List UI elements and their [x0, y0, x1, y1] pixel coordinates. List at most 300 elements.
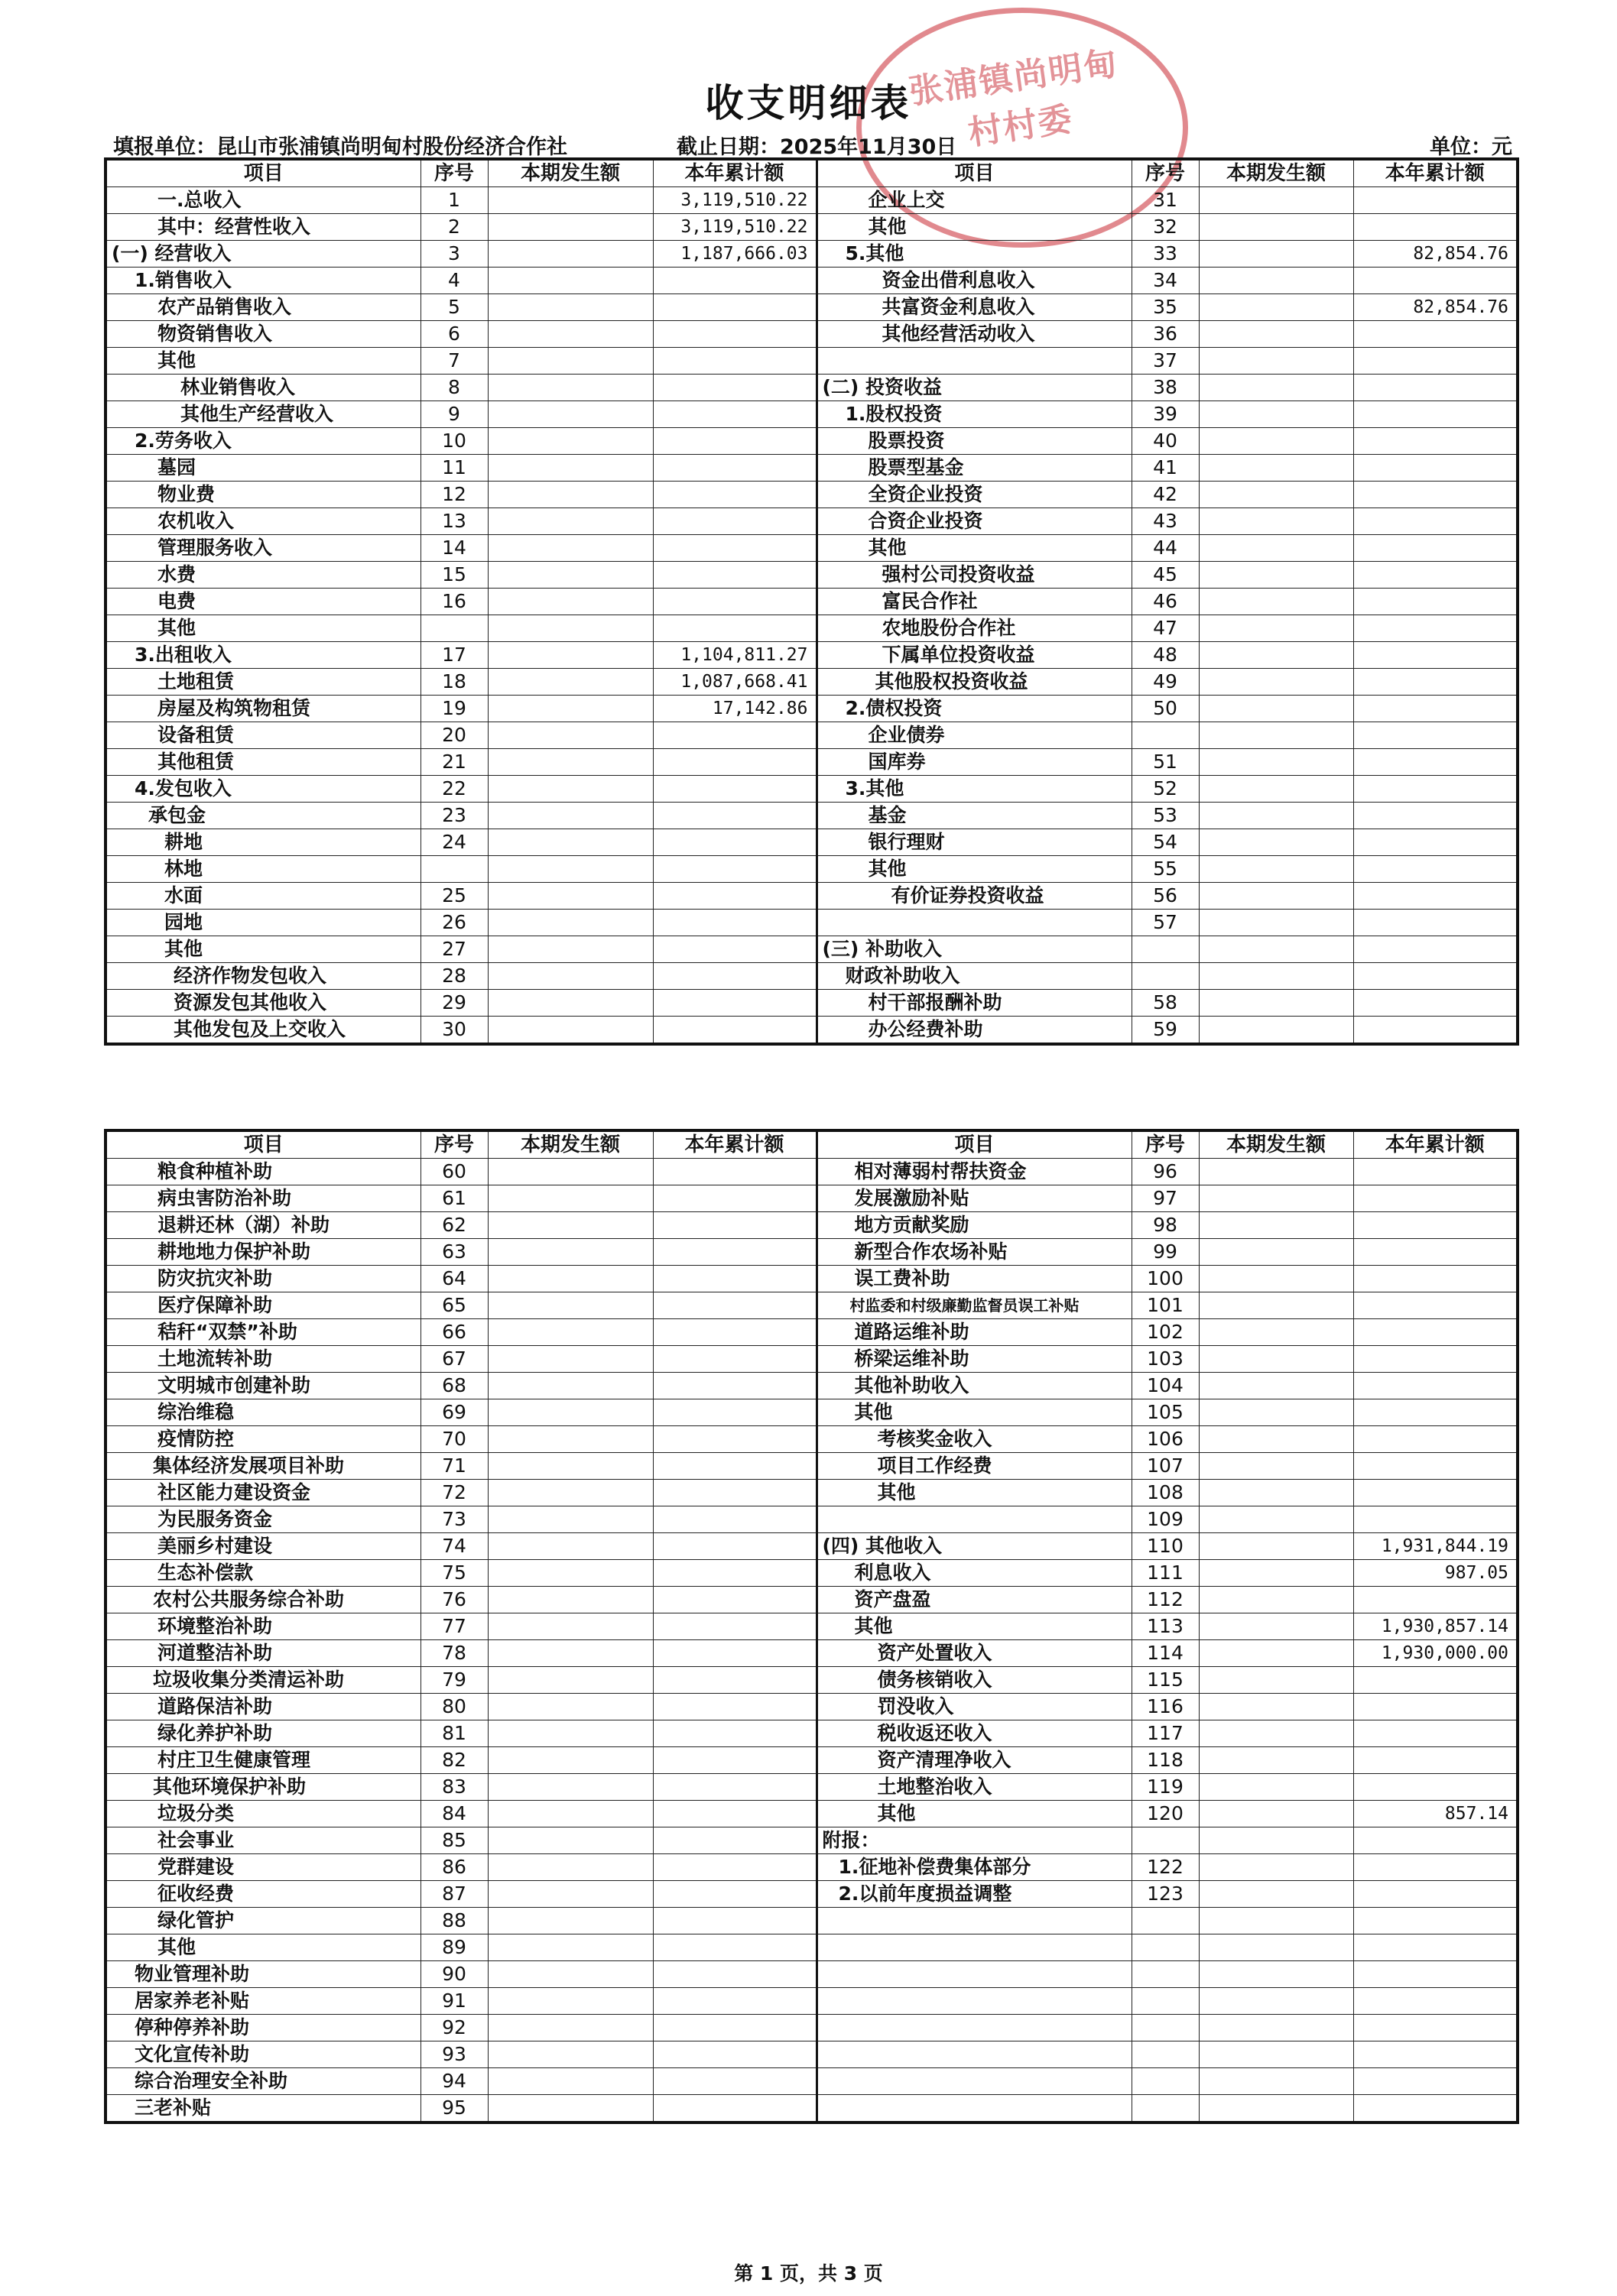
row-current-amount [488, 883, 653, 910]
row-item-label: 办公经费补助 [817, 1017, 1132, 1045]
row-current-amount [1199, 2015, 1353, 2041]
row-current-amount [488, 990, 653, 1017]
row-ytd-amount [653, 1399, 817, 1426]
row-item-label: 为民服务资金 [106, 1506, 420, 1533]
table-row [106, 776, 1518, 803]
row-seq: 65 [420, 1292, 488, 1319]
row-item-label [817, 910, 1132, 936]
row-current-amount [1199, 2068, 1353, 2095]
row-item-label: 项目工作经费 [817, 1453, 1132, 1480]
row-ytd-amount: 3,119,510.22 [653, 187, 817, 214]
row-seq: 87 [420, 1881, 488, 1908]
row-item-label: (四) 其他收入 [817, 1533, 1132, 1560]
table-row [106, 722, 1518, 749]
row-seq: 15 [420, 562, 488, 589]
row-seq: 89 [420, 1934, 488, 1961]
row-seq: 18 [420, 669, 488, 696]
row-ytd-amount [653, 856, 817, 883]
row-ytd-amount [1353, 749, 1518, 776]
table-row [106, 1694, 1518, 1720]
row-seq [1132, 936, 1199, 963]
row-ytd-amount [1353, 1017, 1518, 1045]
currency-unit-value: 元 [1492, 135, 1512, 159]
row-ytd-amount [653, 294, 817, 321]
report-unit [113, 130, 567, 160]
row-ytd-amount [1353, 2095, 1518, 2123]
row-seq: 55 [1132, 856, 1199, 883]
row-item-label: 2.以前年度损益调整 [817, 1881, 1132, 1908]
row-seq: 120 [1132, 1801, 1199, 1827]
row-seq: 80 [420, 1694, 488, 1720]
row-seq: 88 [420, 1908, 488, 1934]
row-current-amount [488, 1506, 653, 1533]
row-current-amount [1199, 1587, 1353, 1613]
row-ytd-amount [653, 2095, 817, 2123]
row-ytd-amount [653, 1453, 817, 1480]
row-item-label: 误工费补助 [817, 1266, 1132, 1292]
row-item-label: 水面 [106, 883, 420, 910]
row-item-label [817, 2095, 1132, 2123]
row-seq: 70 [420, 1426, 488, 1453]
row-ytd-amount [653, 482, 817, 508]
row-current-amount [1199, 1017, 1353, 1045]
row-seq: 123 [1132, 1881, 1199, 1908]
row-current-amount [1199, 1988, 1353, 2015]
row-item-label: 物业管理补助 [106, 1961, 420, 1988]
row-current-amount [488, 562, 653, 589]
row-seq: 107 [1132, 1453, 1199, 1480]
row-item-label: 垃圾收集分类清运补助 [106, 1667, 420, 1694]
row-item-label: (三) 补助收入 [817, 936, 1132, 963]
row-current-amount [488, 2095, 653, 2123]
row-current-amount [1199, 187, 1353, 214]
table-row [106, 508, 1518, 535]
row-current-amount [488, 1908, 653, 1934]
row-ytd-amount [653, 1587, 817, 1613]
row-current-amount [488, 535, 653, 562]
row-item-label: 病虫害防治补助 [106, 1185, 420, 1212]
row-ytd-amount [653, 375, 817, 401]
table-row [106, 428, 1518, 455]
table-row [106, 883, 1518, 910]
row-ytd-amount [653, 268, 817, 294]
row-ytd-amount [1353, 1319, 1518, 1346]
row-ytd-amount [1353, 1399, 1518, 1426]
row-ytd-amount [653, 1159, 817, 1185]
row-ytd-amount [1353, 1988, 1518, 2015]
row-current-amount [1199, 268, 1353, 294]
row-item-label: 社区能力建设资金 [106, 1480, 420, 1506]
table-row [106, 1560, 1518, 1587]
row-seq: 72 [420, 1480, 488, 1506]
row-ytd-amount [1353, 1667, 1518, 1694]
row-seq: 71 [420, 1453, 488, 1480]
table-row [106, 990, 1518, 1017]
table-row [106, 1185, 1518, 1212]
row-seq: 56 [1132, 883, 1199, 910]
table-row [106, 1827, 1518, 1854]
row-ytd-amount [653, 1480, 817, 1506]
row-current-amount [488, 856, 653, 883]
row-item-label: 疫情防控 [106, 1426, 420, 1453]
row-current-amount [488, 294, 653, 321]
row-item-label: 企业债券 [817, 722, 1132, 749]
row-seq: 12 [420, 482, 488, 508]
row-current-amount [1199, 615, 1353, 642]
row-ytd-amount [1353, 1212, 1518, 1239]
row-seq: 117 [1132, 1720, 1199, 1747]
row-current-amount [488, 1720, 653, 1747]
row-seq [1132, 1934, 1199, 1961]
row-ytd-amount [653, 1774, 817, 1801]
row-current-amount [1199, 1373, 1353, 1399]
row-seq [1132, 2041, 1199, 2068]
row-seq: 116 [1132, 1694, 1199, 1720]
row-current-amount [1199, 1801, 1353, 1827]
row-item-label: 债务核销收入 [817, 1667, 1132, 1694]
row-current-amount [1199, 856, 1353, 883]
row-item-label [817, 2015, 1132, 2041]
table-row [106, 1908, 1518, 1934]
row-ytd-amount [653, 1533, 817, 1560]
row-current-amount [488, 214, 653, 241]
currency-unit-label: 单位： [1430, 135, 1492, 159]
row-current-amount [488, 1239, 653, 1266]
row-current-amount [1199, 963, 1353, 990]
row-seq: 99 [1132, 1239, 1199, 1266]
row-current-amount [1199, 1399, 1353, 1426]
row-seq: 27 [420, 936, 488, 963]
table-row [106, 2068, 1518, 2095]
row-current-amount [488, 1185, 653, 1212]
row-current-amount [1199, 722, 1353, 749]
row-current-amount [488, 1587, 653, 1613]
row-ytd-amount [1353, 1854, 1518, 1881]
table-row [106, 1212, 1518, 1239]
row-ytd-amount [1353, 1506, 1518, 1533]
row-current-amount [1199, 1239, 1353, 1266]
row-ytd-amount [1353, 2068, 1518, 2095]
row-ytd-amount [1353, 2015, 1518, 2041]
row-current-amount [488, 1747, 653, 1774]
row-seq: 44 [1132, 535, 1199, 562]
row-ytd-amount [653, 1319, 817, 1346]
row-item-label: 河道整洁补助 [106, 1640, 420, 1667]
row-ytd-amount [1353, 722, 1518, 749]
row-item-label: 农村公共服务综合补助 [106, 1587, 420, 1613]
row-current-amount [488, 2015, 653, 2041]
row-current-amount [488, 1881, 653, 1908]
row-seq: 32 [1132, 214, 1199, 241]
row-ytd-amount [1353, 535, 1518, 562]
row-ytd-amount [653, 1373, 817, 1399]
row-item-label: 其中：经营性收入 [106, 214, 420, 241]
row-seq: 59 [1132, 1017, 1199, 1045]
row-current-amount [488, 428, 653, 455]
row-item-label: 强村公司投资收益 [817, 562, 1132, 589]
table-row [106, 1480, 1518, 1506]
row-seq: 61 [420, 1185, 488, 1212]
row-current-amount [1199, 1560, 1353, 1587]
row-ytd-amount [653, 883, 817, 910]
row-current-amount [488, 1453, 653, 1480]
row-ytd-amount [1353, 669, 1518, 696]
row-seq: 21 [420, 749, 488, 776]
row-seq: 86 [420, 1854, 488, 1881]
row-seq: 10 [420, 428, 488, 455]
row-seq: 73 [420, 1506, 488, 1533]
table-row [106, 1017, 1518, 1045]
row-item-label: 资源发包其他收入 [106, 990, 420, 1017]
row-item-label: 其他环境保护补助 [106, 1774, 420, 1801]
row-current-amount [1199, 401, 1353, 428]
row-ytd-amount [1353, 1373, 1518, 1399]
row-current-amount [1199, 1266, 1353, 1292]
table-row [106, 321, 1518, 348]
row-current-amount [1199, 749, 1353, 776]
row-item-label: 征收经费 [106, 1881, 420, 1908]
table-row [106, 829, 1518, 856]
row-current-amount [488, 187, 653, 214]
row-ytd-amount [1353, 482, 1518, 508]
row-current-amount [488, 963, 653, 990]
row-current-amount [1199, 2041, 1353, 2068]
row-current-amount [488, 348, 653, 375]
row-seq: 85 [420, 1827, 488, 1854]
row-item-label: 林业销售收入 [106, 375, 420, 401]
income-table-1 [104, 157, 1519, 1046]
row-ytd-amount [653, 1292, 817, 1319]
row-seq: 20 [420, 722, 488, 749]
row-item-label: 绿化管护 [106, 1908, 420, 1934]
row-ytd-amount [653, 1239, 817, 1266]
row-ytd-amount [653, 321, 817, 348]
row-ytd-amount [1353, 1426, 1518, 1453]
row-ytd-amount [1353, 1827, 1518, 1854]
row-item-label: 美丽乡村建设 [106, 1533, 420, 1560]
row-item-label: 其他补助收入 [817, 1373, 1132, 1399]
table-row [106, 1667, 1518, 1694]
col-current-header: 本期发生额 [488, 1130, 653, 1159]
row-seq: 33 [1132, 241, 1199, 268]
col-item-header: 项目 [817, 1130, 1132, 1159]
row-seq: 14 [420, 535, 488, 562]
table-row [106, 294, 1518, 321]
table-row [106, 187, 1518, 214]
row-seq [420, 856, 488, 883]
row-seq: 62 [420, 1212, 488, 1239]
table-row [106, 696, 1518, 722]
row-ytd-amount [653, 803, 817, 829]
row-item-label: 耕地地力保护补助 [106, 1239, 420, 1266]
row-seq: 113 [1132, 1613, 1199, 1640]
row-item-label: 生态补偿款 [106, 1560, 420, 1587]
row-item-label: 其他 [817, 856, 1132, 883]
row-ytd-amount [653, 2041, 817, 2068]
row-item-label: 居家养老补贴 [106, 1988, 420, 2015]
row-item-label [817, 1934, 1132, 1961]
row-item-label: 资产清理净收入 [817, 1747, 1132, 1774]
row-item-label: 物资销售收入 [106, 321, 420, 348]
row-seq: 17 [420, 642, 488, 669]
row-ytd-amount [1353, 1453, 1518, 1480]
row-current-amount [488, 1827, 653, 1854]
row-item-label: (一) 经营收入 [106, 241, 420, 268]
row-ytd-amount [1353, 1881, 1518, 1908]
row-seq: 35 [1132, 294, 1199, 321]
row-seq [1132, 2095, 1199, 2123]
table-row [106, 615, 1518, 642]
row-seq: 22 [420, 776, 488, 803]
row-item-label: 村监委和村级廉勤监督员误工补贴 [817, 1292, 1132, 1319]
row-current-amount [488, 615, 653, 642]
col-seq-header: 序号 [420, 1130, 488, 1159]
row-seq: 96 [1132, 1159, 1199, 1185]
official-seal-text: 张浦镇尚明甸村村委 [906, 44, 1122, 153]
row-item-label: 土地租赁 [106, 669, 420, 696]
row-ytd-amount [1353, 963, 1518, 990]
row-item-label: 综治维稳 [106, 1399, 420, 1426]
row-seq [1132, 2015, 1199, 2041]
table-row [106, 1346, 1518, 1373]
row-seq: 52 [1132, 776, 1199, 803]
row-ytd-amount [1353, 615, 1518, 642]
table-row [106, 856, 1518, 883]
row-item-label: 设备租赁 [106, 722, 420, 749]
row-item-label: 附报： [817, 1827, 1132, 1854]
row-ytd-amount [1353, 1694, 1518, 1720]
row-ytd-amount [1353, 187, 1518, 214]
row-ytd-amount [1353, 268, 1518, 294]
row-ytd-amount [653, 1613, 817, 1640]
row-item-label [817, 1908, 1132, 1934]
table-row [106, 1533, 1518, 1560]
row-item-label: 粮食种植补助 [106, 1159, 420, 1185]
row-current-amount [1199, 1212, 1353, 1239]
row-ytd-amount: 1,104,811.27 [653, 642, 817, 669]
row-ytd-amount [653, 2068, 817, 2095]
row-ytd-amount [653, 589, 817, 615]
row-ytd-amount [1353, 1747, 1518, 1774]
row-item-label: 房屋及构筑物租赁 [106, 696, 420, 722]
row-current-amount [488, 482, 653, 508]
row-item-label: 文化宣传补助 [106, 2041, 420, 2068]
row-seq: 48 [1132, 642, 1199, 669]
row-item-label: 道路运维补助 [817, 1319, 1132, 1346]
table-row [106, 803, 1518, 829]
row-ytd-amount [653, 1667, 817, 1694]
row-seq: 76 [420, 1587, 488, 1613]
report-date [677, 130, 956, 160]
row-ytd-amount [1353, 428, 1518, 455]
row-current-amount [488, 1346, 653, 1373]
row-current-amount [1199, 562, 1353, 589]
row-seq: 64 [420, 1266, 488, 1292]
table-row [106, 455, 1518, 482]
row-item-label: 地方贡献奖励 [817, 1212, 1132, 1239]
row-seq: 28 [420, 963, 488, 990]
row-item-label: 其他租赁 [106, 749, 420, 776]
row-item-label [817, 348, 1132, 375]
row-item-label: 管理服务收入 [106, 535, 420, 562]
row-current-amount [488, 1399, 653, 1426]
row-seq [1132, 1988, 1199, 2015]
row-ytd-amount: 1,087,668.41 [653, 669, 817, 696]
row-item-label: 园地 [106, 910, 420, 936]
row-item-label: 其他 [106, 615, 420, 642]
row-current-amount [488, 375, 653, 401]
row-ytd-amount [653, 428, 817, 455]
row-ytd-amount [1353, 1346, 1518, 1373]
row-current-amount [1199, 1346, 1353, 1373]
income-table-2 [104, 1129, 1519, 2124]
row-seq: 97 [1132, 1185, 1199, 1212]
col-item-header: 项目 [106, 159, 420, 187]
row-seq: 34 [1132, 268, 1199, 294]
table-row [106, 1399, 1518, 1426]
row-current-amount [488, 1319, 653, 1346]
row-current-amount [488, 589, 653, 615]
row-ytd-amount [1353, 642, 1518, 669]
col-item-header: 项目 [106, 1130, 420, 1159]
row-ytd-amount [1353, 910, 1518, 936]
row-seq: 19 [420, 696, 488, 722]
table-row [106, 2041, 1518, 2068]
row-ytd-amount [653, 1017, 817, 1045]
row-seq: 7 [420, 348, 488, 375]
row-ytd-amount [1353, 990, 1518, 1017]
table-row [106, 1934, 1518, 1961]
row-seq: 110 [1132, 1533, 1199, 1560]
row-ytd-amount: 1,187,666.03 [653, 241, 817, 268]
row-current-amount [1199, 1720, 1353, 1747]
row-seq: 11 [420, 455, 488, 482]
table-row [106, 669, 1518, 696]
row-current-amount [488, 1694, 653, 1720]
row-current-amount [1199, 455, 1353, 482]
row-ytd-amount [1353, 1239, 1518, 1266]
row-current-amount [1199, 990, 1353, 1017]
row-ytd-amount [653, 615, 817, 642]
row-seq: 40 [1132, 428, 1199, 455]
row-item-label: 综合治理安全补助 [106, 2068, 420, 2095]
row-seq: 105 [1132, 1399, 1199, 1426]
row-ytd-amount [653, 749, 817, 776]
row-item-label: 银行理财 [817, 829, 1132, 856]
table-row [106, 1373, 1518, 1399]
row-current-amount [488, 776, 653, 803]
row-seq: 111 [1132, 1560, 1199, 1587]
row-ytd-amount [1353, 1934, 1518, 1961]
row-item-label [817, 1961, 1132, 1988]
row-item-label: 考核奖金收入 [817, 1426, 1132, 1453]
row-item-label: 其他 [106, 348, 420, 375]
table-row [106, 241, 1518, 268]
row-seq: 83 [420, 1774, 488, 1801]
row-ytd-amount [1353, 562, 1518, 589]
row-item-label: 农机收入 [106, 508, 420, 535]
row-item-label: 2.债权投资 [817, 696, 1132, 722]
row-current-amount [1199, 482, 1353, 508]
row-ytd-amount: 857.14 [1353, 1801, 1518, 1827]
row-ytd-amount: 82,854.76 [1353, 294, 1518, 321]
row-current-amount [1199, 1694, 1353, 1720]
row-item-label: 农产品销售收入 [106, 294, 420, 321]
row-seq [1132, 2068, 1199, 2095]
col-seq-header: 序号 [1132, 159, 1199, 187]
row-item-label: 墓园 [106, 455, 420, 482]
row-seq: 94 [420, 2068, 488, 2095]
